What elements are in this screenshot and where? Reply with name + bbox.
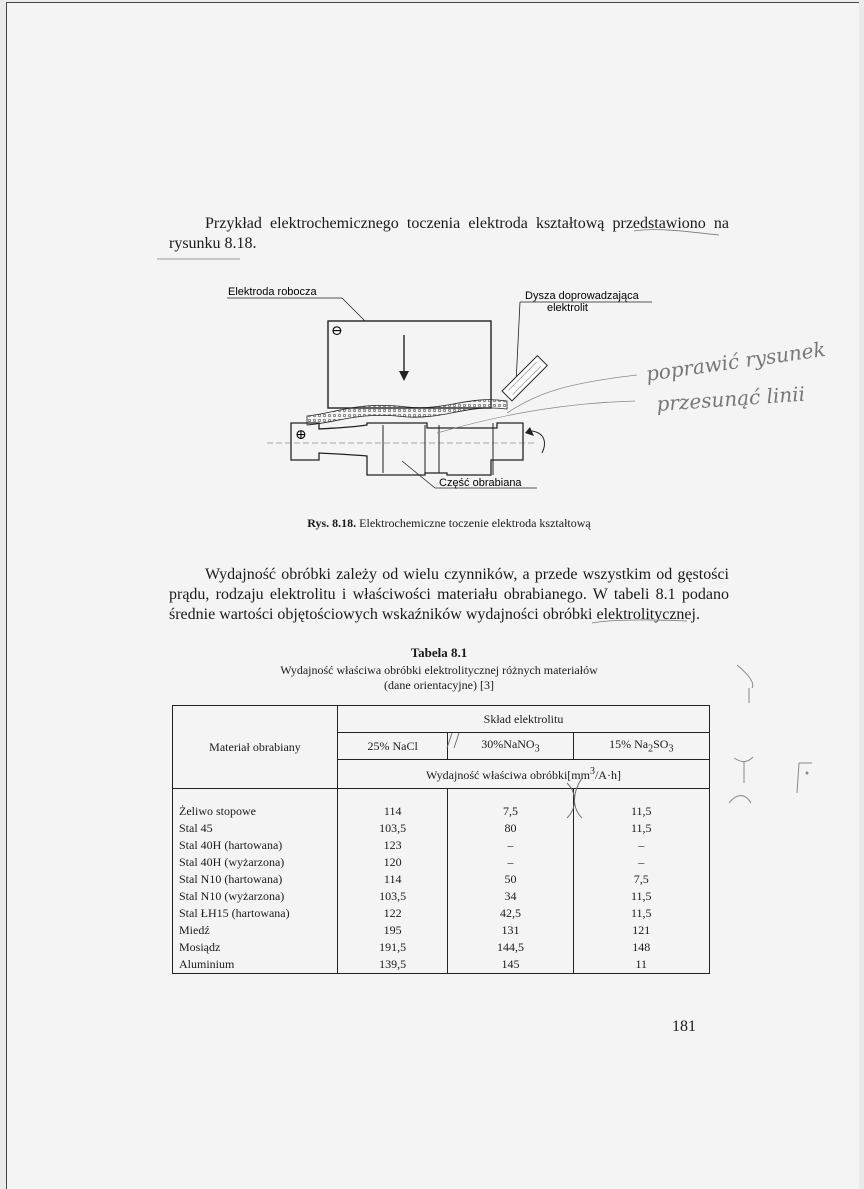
- cell-nacl: 123: [338, 837, 448, 854]
- cell-na2so3: 148: [573, 939, 709, 956]
- cell-na2so3: 11,5: [573, 820, 709, 837]
- cell-material: Stal 40H (wyżarzona): [173, 854, 338, 871]
- header-nano3: 30%NaNO$_3$: [448, 733, 573, 760]
- cell-nano3: 144,5: [448, 939, 573, 956]
- cell-material: Stal 45: [173, 820, 338, 837]
- cell-nacl: 122: [338, 905, 448, 922]
- intro-paragraph: Przykład elektrochemicznego toczenia elektroda kształtową przedstawiono na rysunku 8.18.: [169, 215, 729, 252]
- cell-na2so3: 11: [573, 956, 709, 974]
- cell-nacl: 103,5: [338, 820, 448, 837]
- plus-icon: ⊕: [295, 428, 307, 443]
- cell-nacl: 103,5: [338, 888, 448, 905]
- cell-material: Stal 40H (hartowana): [173, 837, 338, 854]
- cell-material: Żeliwo stopowe: [173, 789, 338, 821]
- cell-nacl: 120: [338, 854, 448, 871]
- label-nozzle-line1: Dysza doprowadzająca: [525, 290, 639, 302]
- label-nozzle-line2: elektrolit: [547, 302, 588, 314]
- cell-material: Aluminium: [173, 956, 338, 974]
- handwritten-annotations: [7, 3, 859, 1189]
- handwritten-note-1: poprawić rysunek: [644, 336, 827, 386]
- cell-material: Stal N10 (hartowana): [173, 871, 338, 888]
- table-title-line2: (dane orientacyjne) [3]: [384, 678, 494, 692]
- cell-na2so3: –: [573, 837, 709, 854]
- header-na2so3: 15% $Na_2SO_3$: [573, 733, 709, 760]
- handwritten-note-2: przesunąć linii: [655, 381, 806, 416]
- label-electrode: Elektroda robocza: [228, 286, 317, 298]
- cell-na2so3: 11,5: [573, 888, 709, 905]
- cell-nano3: –: [448, 837, 573, 854]
- cell-na2so3: –: [573, 854, 709, 871]
- cell-nacl: 114: [338, 789, 448, 821]
- cell-na2so3: 7,5: [573, 871, 709, 888]
- cell-nacl: 195: [338, 922, 448, 939]
- cell-material: Miedź: [173, 922, 338, 939]
- cell-nano3: 145: [448, 956, 573, 974]
- table-number: Tabela 8.1: [410, 645, 468, 660]
- label-workpiece: Część obrabiana: [439, 477, 522, 489]
- header-material: Materiał obrabiany: [173, 706, 338, 789]
- cell-nano3: 80: [448, 820, 573, 837]
- cell-nano3: 34: [448, 888, 573, 905]
- minus-icon: ⊖: [331, 324, 343, 339]
- cell-na2so3: 11,5: [573, 789, 709, 821]
- cell-nacl: 191,5: [338, 939, 448, 956]
- cell-material: Mosiądz: [173, 939, 338, 956]
- cell-nacl: 139,5: [338, 956, 448, 974]
- cell-nano3: 42,5: [448, 905, 573, 922]
- cell-material: Stal N10 (wyżarzona): [173, 888, 338, 905]
- cell-material: Stal ŁH15 (hartowana): [173, 905, 338, 922]
- cell-nano3: 50: [448, 871, 573, 888]
- header-nacl: 25% NaCl: [338, 733, 448, 760]
- header-unit: Wydajność właściwa $obróbki[mm^3/A\cdot h]$: [338, 760, 710, 789]
- document-page: [6, 2, 859, 1189]
- cell-nano3: 131: [448, 922, 573, 939]
- figure-caption: Rys. 8.18. Elektrochemiczne toczenie elektroda kształtową: [307, 516, 591, 530]
- body-paragraph: Wydajność obróbki zależy od wielu czynników, a przede wszystkim od gęstości prądu, rodzaju elektrolitu i właściwości materiału obrabianego. W tabeli 8.1 podano średnie wartości objętościowych wskaźników wydajności obróbki elektrolitycznej.: [169, 566, 729, 623]
- cell-na2so3: 11,5: [573, 905, 709, 922]
- table-title-line1: Wydajność właściwa obróbki elektrolitycznej różnych materiałów: [280, 663, 598, 677]
- header-electrolyte-group: Skład elektrolitu: [338, 706, 710, 733]
- cell-na2so3: 121: [573, 922, 709, 939]
- cell-nano3: –: [448, 854, 573, 871]
- page-number: 181: [672, 1018, 696, 1035]
- cell-nacl: 114: [338, 871, 448, 888]
- cell-nano3: 7,5: [448, 789, 573, 821]
